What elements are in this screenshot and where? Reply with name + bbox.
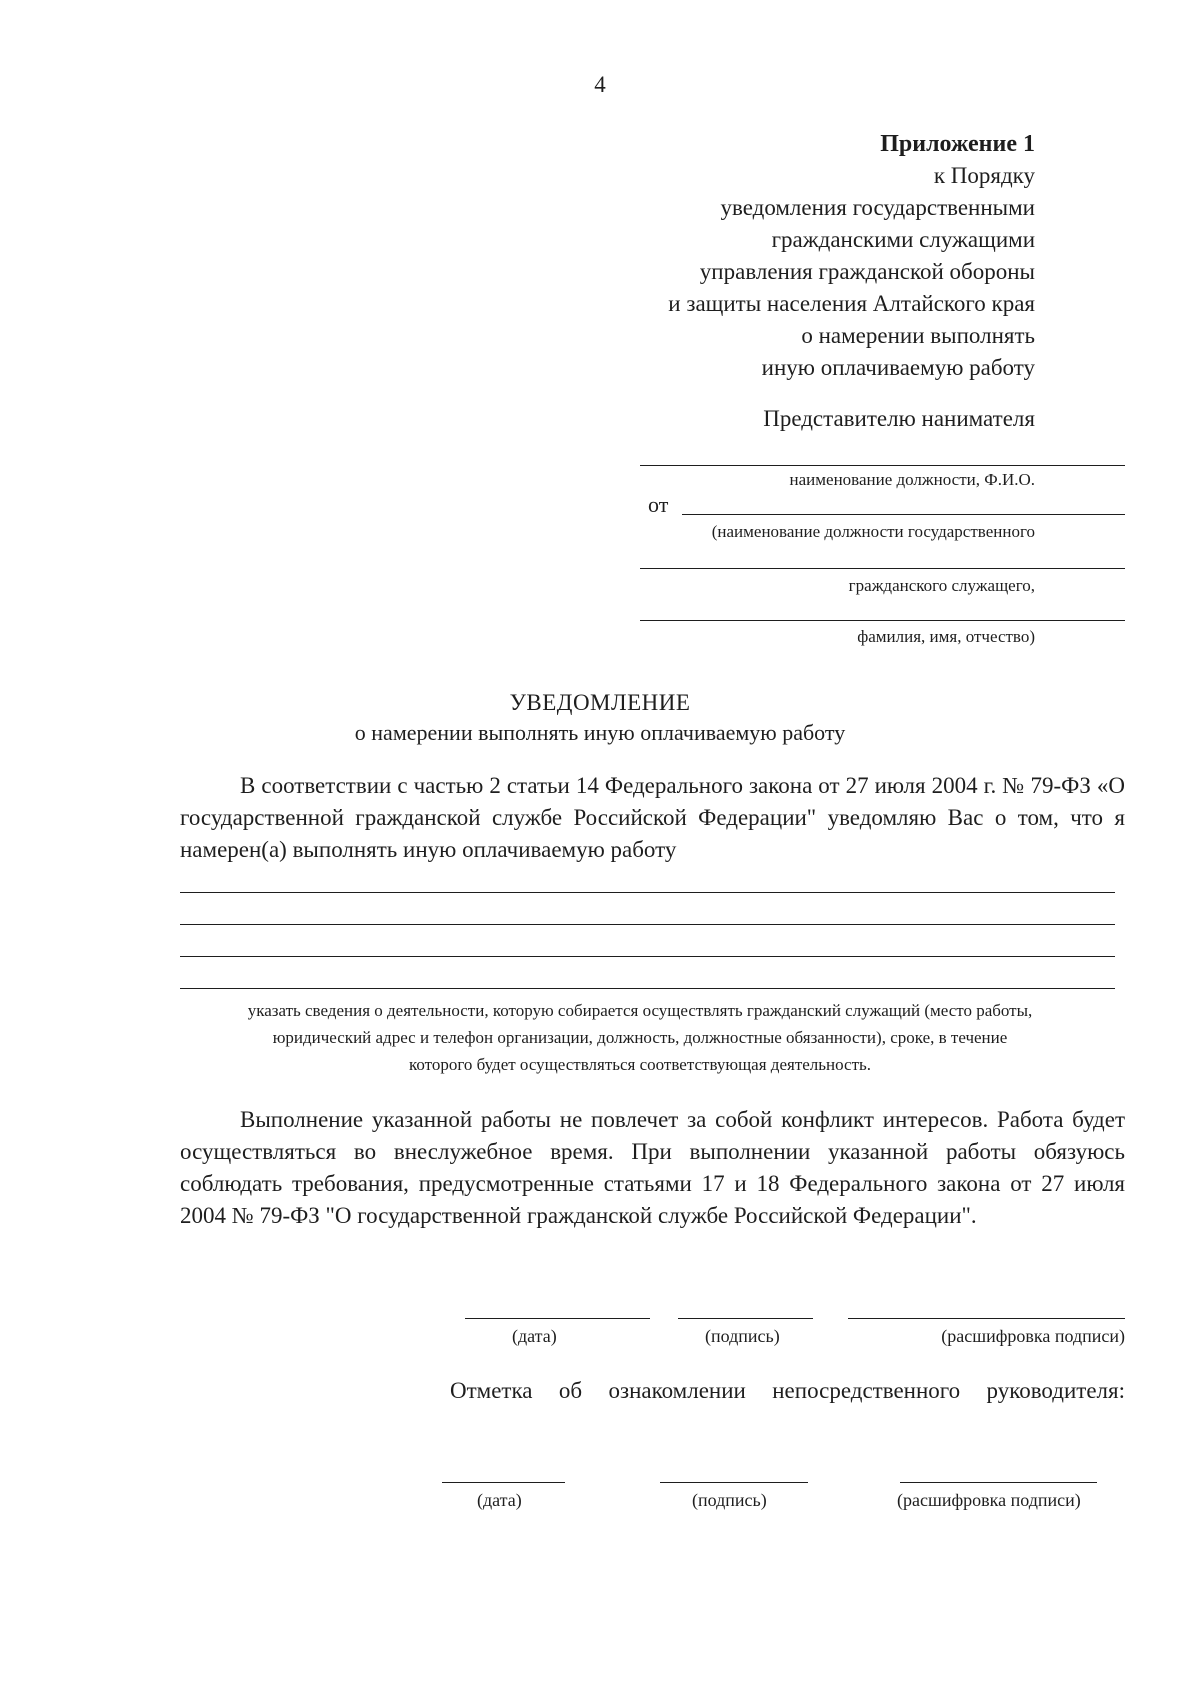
details-line-3: [180, 956, 1115, 957]
appendix-line: гражданскими служащими: [771, 227, 1035, 252]
signature-2-date-line: [442, 1482, 565, 1483]
appendix-line: о намерении выполнять: [801, 323, 1035, 348]
sender-caption-2: гражданского служащего,: [848, 576, 1035, 595]
appendix-line: к Порядку: [933, 163, 1035, 188]
notice-title: УВЕДОМЛЕНИЕ: [509, 690, 691, 715]
signature-2-decoding-line: [900, 1482, 1097, 1483]
notice-subtitle: о намерении выполнять иную оплачиваемую работу: [354, 720, 846, 745]
signature-2-decoding-caption: (расшифровка подписи): [897, 1490, 1081, 1510]
addressee-caption: наименование должности, Ф.И.О.: [789, 470, 1035, 489]
signature-1-date-caption: (дата): [512, 1326, 557, 1346]
appendix-line: уведомления государственными: [720, 195, 1035, 220]
addressee-title: Представителю нанимателя: [763, 406, 1035, 431]
appendix-heading: Приложение 1: [880, 131, 1035, 157]
appendix-line: иную оплачиваемую работу: [761, 355, 1035, 380]
signature-1-date-line: [465, 1318, 650, 1319]
appendix-block: [515, 128, 1035, 384]
appendix-line: управления гражданской обороны: [699, 259, 1035, 284]
signature-1-decoding-caption: (расшифровка подписи): [941, 1326, 1125, 1346]
signature-1-decoding-line: [848, 1318, 1125, 1319]
signature-1-sign-caption: (подпись): [705, 1326, 780, 1346]
notice-paragraph-2: Выполнение указанной работы не повлечет за собой конфликт интересов. Работа будет осуществляться во внеслужебное время. При выполнении указанной работы обязуюсь соблюдать требования, предусмотренные статьями 17 и 18 Федерального закона от 27 июля 2004 № 79-ФЗ "О государственной гражданской службе Российской Федерации".: [180, 1107, 1125, 1228]
sender-line-1: [682, 514, 1125, 515]
sender-caption-3: фамилия, имя, отчество): [857, 627, 1035, 646]
details-line-4: [180, 988, 1115, 989]
details-line-2: [180, 924, 1115, 925]
notice-paragraph-1: В соответствии с частью 2 статьи 14 Федерального закона от 27 июля 2004 г. № 79-ФЗ «О государственной гражданской службе Российской Федерации" уведомляю Вас о том, что я намерен(а) выполнять иную оплачиваемую работу: [180, 773, 1125, 862]
details-hint-line: указать сведения о деятельности, которую собирается осуществлять гражданский служащий (место работы,: [247, 1001, 1033, 1020]
signature-1-sign-line: [678, 1318, 813, 1319]
from-label: от: [648, 492, 669, 517]
acknowledgement-label: Отметка об ознакомлении непосредственного руководителя:: [450, 1378, 1125, 1403]
details-hint: [160, 997, 1120, 1078]
sender-line-3: [640, 620, 1125, 621]
addressee-name-line: [640, 465, 1125, 466]
signature-2-sign-caption: (подпись): [692, 1490, 767, 1510]
signature-2-date-caption: (дата): [477, 1490, 522, 1510]
signature-2-sign-line: [660, 1482, 808, 1483]
details-line-1: [180, 892, 1115, 893]
sender-caption-1: (наименование должности государственного: [711, 522, 1035, 541]
sender-line-2: [640, 568, 1125, 569]
page-number: 4: [594, 72, 606, 97]
details-hint-line: юридический адрес и телефон организации, должность, должностные обязанности), сроке, в течение: [272, 1028, 1008, 1047]
appendix-line: и защиты населения Алтайского края: [668, 291, 1035, 316]
details-hint-line: которого будет осуществляться соответствующая деятельность.: [408, 1055, 872, 1074]
